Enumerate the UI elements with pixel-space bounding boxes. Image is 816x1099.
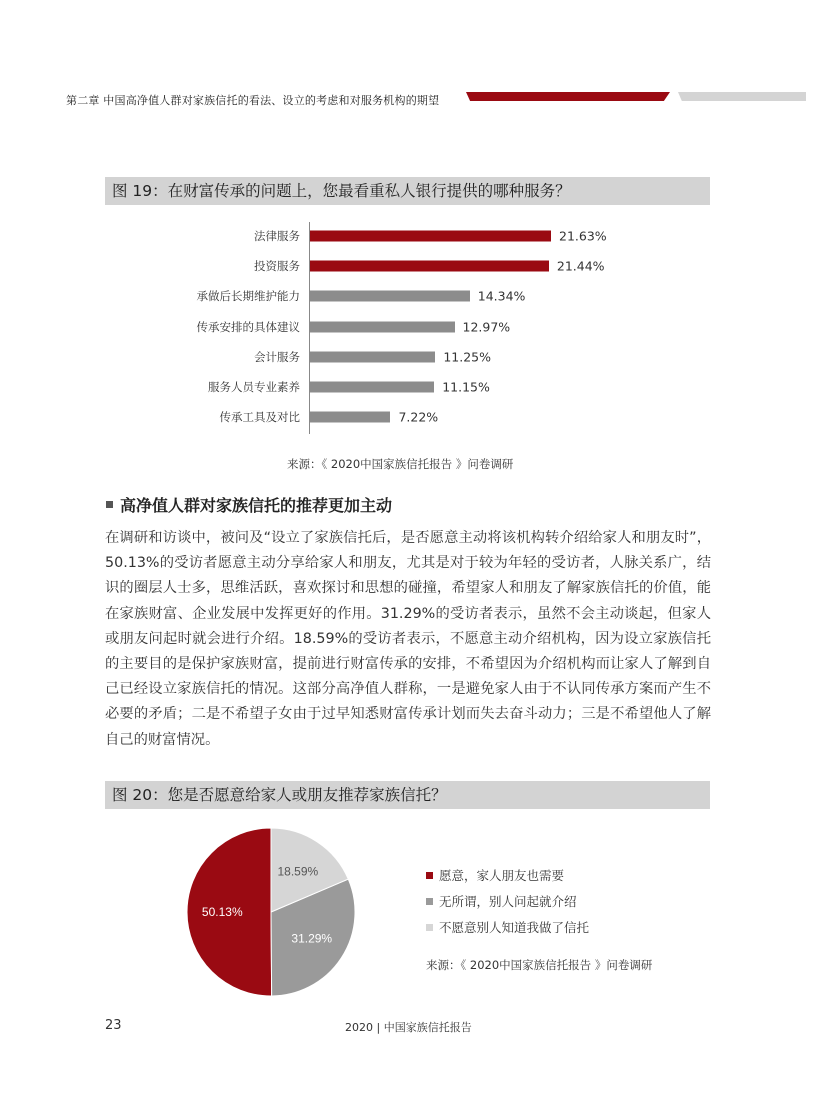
pie-slice-label: 31.29% [291,931,333,946]
bar-mark [310,382,434,393]
bar-category-label: 承做后长期维护能力 [196,289,300,304]
legend-label: 不愿意别人知道我做了信托 [439,920,590,935]
body-paragraph: 在调研和访谈中，被问及“设立了家族信托后，是否愿意主动将该机构转介绍给家人和朋友时”，50.13%的受访者愿意主动分享给家人和朋友，尤其是对于较为年轻的受访者，人脉关系广，结识的圈层人士多，思维活跃，喜欢探讨和思想的碰撞，希望家人和朋友了解家族信托的价值，能在家族财富、企业发展中发挥更好的作用。31.29%的受访者表示，虽然不会主动谈起，但家人或朋友问起时就会进行介绍。18.59%的受访者表示，不愿意主动介绍机构，因为设立家族信托的主要目的是保护家族财富，提前进行财富传承的安排，不希望因为介绍机构而让家人了解到自己已经设立家族信托的情况。这部分高净值人群称，一是避免家人由于不认同传承方案而产生不必要的矛盾；二是不希望子女由于过早知悉财富传承计划而失去奋斗动力；三是不希望他人了解自己的财富情况。 [105,530,711,748]
header-accent-bar-gray [678,92,806,101]
figure-19-source: 来源：《 2020中国家族信托报告 》问卷调研 [287,457,514,471]
bar-value-label: 21.44% [556,258,605,274]
pie-chart [180,822,360,1002]
bar-mark [310,351,435,362]
bar-category-label: 传承工具及对比 [219,410,300,425]
bar-value-label: 14.34% [477,288,526,304]
pie-slice-label: 50.13% [201,905,243,920]
bar-value-label: 7.22% [398,409,439,425]
bar-mark [310,291,470,302]
legend-swatch [426,924,433,931]
footer-report-title: 2020 | 中国家族信托报告 [345,1021,472,1034]
legend-swatch [426,898,433,905]
chapter-header: 第二章 中国高净值人群对家族信托的看法、设立的考虑和对服务机构的期望 [66,94,440,107]
bar-category-label: 传承安排的具体建议 [196,319,300,334]
bar-mark [310,412,390,423]
bar-value-label: 11.25% [443,349,492,365]
bar-mark [310,231,551,242]
figure-20-source: 来源：《 2020中国家族信托报告 》问卷调研 [426,958,653,972]
legend-label: 愿意，家人朋友也需要 [439,868,565,883]
bar-value-label: 21.63% [559,228,607,244]
legend-label: 无所谓，别人问起就介绍 [439,894,577,909]
header-accent-bar-red [466,92,670,101]
bar-category-label: 服务人员专业素养 [208,380,300,394]
legend-swatch [426,872,433,879]
legend-item [426,866,564,884]
legend-item [426,918,589,936]
bar-mark [310,321,455,332]
page-number: 23 [105,1018,122,1033]
bar-value-label: 11.15% [442,379,490,395]
figure-20-title: 图 20：您是否愿意给家人或朋友推荐家族信托？ [105,781,710,809]
bar-mark [310,261,549,272]
pie-slice-label: 18.59% [277,864,319,879]
figure-19-title: 图 19：在财富传承的问题上，您最看重私人银行提供的哪种服务？ [105,177,710,205]
bar-category-label: 法律服务 [254,229,300,243]
bar-category-label: 投资服务 [254,259,300,274]
legend-item [426,892,577,910]
section-bullet-icon [106,501,113,508]
section-heading: 高净值人群对家族信托的推荐更加主动 [120,496,393,515]
bar-value-label: 12.97% [462,319,511,335]
bar-category-label: 会计服务 [254,349,300,364]
